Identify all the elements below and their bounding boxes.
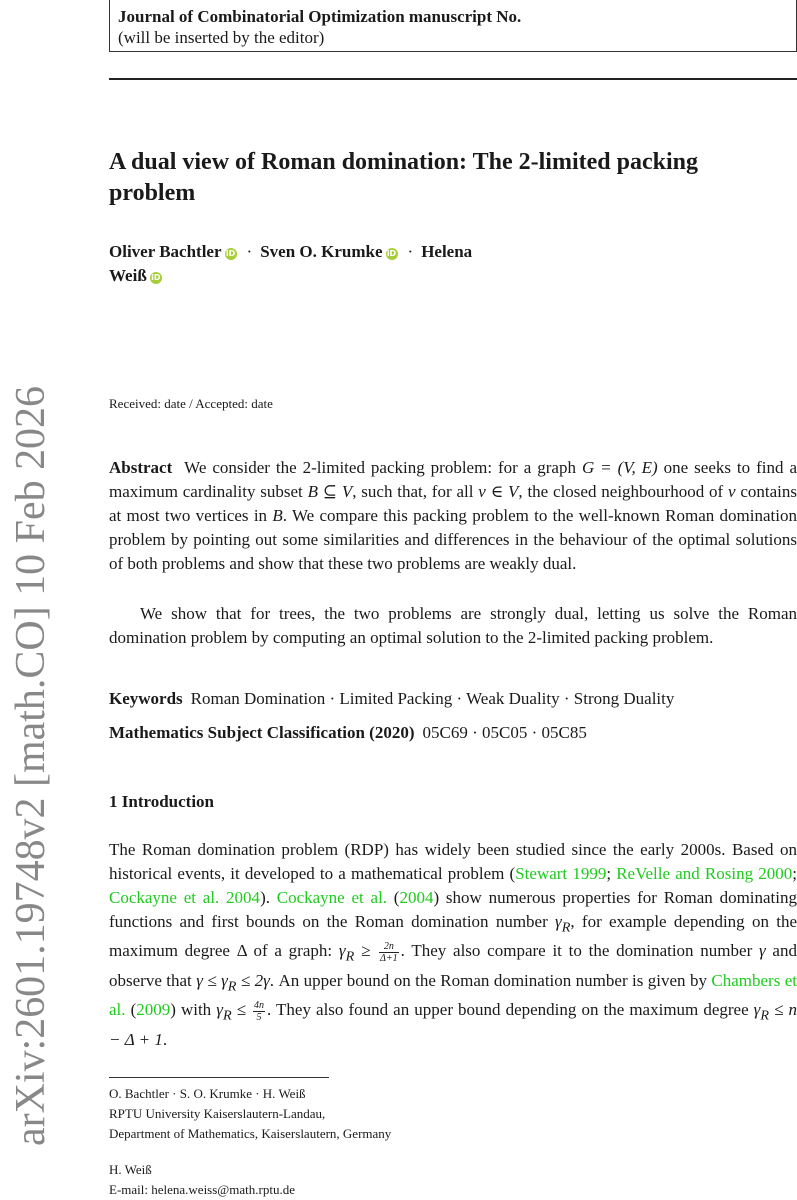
author-list (109, 240, 789, 288)
orcid-icon[interactable]: iD (225, 249, 236, 258)
keywords-text: Roman Domination · Limited Packing · Weak Duality · Strong Duality (190, 689, 675, 708)
abstract-text: , such that, for all (352, 482, 479, 501)
abstract-heading: Abstract (109, 458, 173, 477)
paper-title (109, 147, 789, 209)
author-bachtler: Oliver Bachtler (109, 242, 222, 261)
author-weiss-last: Weiß (109, 266, 147, 285)
arxiv-stamp (0, 380, 60, 1150)
journal-note: (will be inserted by the editor) (118, 28, 325, 47)
math-inline: G = (V, E) (581, 458, 658, 477)
journal-name: Journal of Combinatorial Optimization manuscript No. (118, 7, 522, 26)
orcid-icon[interactable]: iD (386, 249, 397, 258)
citation-link[interactable]: 2004 (399, 888, 434, 907)
affiliation-authors: O. Bachtler · S. O. Krumke · H. Weiß (109, 1086, 306, 1101)
math-inline: $\gamma_R$ (555, 912, 571, 936)
introduction-paragraph (109, 838, 797, 1052)
affiliation-block (109, 1084, 391, 1144)
citation-link[interactable]: Cockayne et al. 2004 (109, 888, 261, 907)
msc-text: 05C69 · 05C05 · 05C85 (422, 723, 587, 742)
math-fraction: $\frac{4n}{5}$ (254, 999, 265, 1023)
math-inline: B ⊆ V (307, 482, 353, 501)
body-text: ) with (170, 1000, 217, 1020)
section-heading-introduction: 1 Introduction (109, 792, 215, 811)
abstract-text: We consider the 2-limited packing problem: for a graph (184, 458, 582, 477)
body-text: , for example depending on the maximum degree Δ of a graph: (109, 912, 797, 961)
citation-link[interactable]: Stewart 1999 (515, 864, 607, 883)
math-inline: $\gamma_R \le n - \Delta + 1$ (109, 1000, 797, 1049)
received-line: Received: date / Accepted: date (109, 396, 273, 411)
abstract-text: contains at most two vertices in (109, 482, 797, 525)
body-text: ( (125, 1000, 137, 1020)
math-inline: v (728, 482, 736, 501)
body-text: ) show numerous properties for Roman dominating functions and first bounds on the Roman domination number (109, 888, 797, 931)
citation-link[interactable]: Cockayne et al. (276, 888, 388, 907)
math-inline: v ∈ V (478, 482, 519, 501)
keywords-heading: Keywords (109, 689, 183, 708)
math-inline: B (272, 506, 283, 525)
body-text: . An upper bound on the Roman domination number is given by (269, 970, 712, 990)
body-text: ( (387, 888, 400, 907)
title-line-2: problem (109, 180, 196, 206)
citation-link[interactable]: Chambers et al. (109, 970, 797, 1020)
body-text: . (162, 1029, 168, 1049)
body-text: . They also compare it to the domination number (400, 941, 759, 961)
contact-email[interactable]: E-mail: helena.weiss@math.rptu.de (109, 1182, 295, 1197)
math-inline: $\gamma_R$ ≤ (216, 1000, 252, 1024)
body-text: ). (260, 888, 277, 907)
author-separator: · (246, 242, 253, 261)
author-krumke: Sven O. Krumke (260, 242, 383, 261)
footnote-rule (109, 1077, 329, 1078)
body-text: and observe that (109, 941, 797, 990)
msc-heading: Mathematics Subject Classification (2020) (109, 723, 415, 742)
math-inline: γ (758, 941, 766, 961)
contact-name: H. Weiß (109, 1162, 152, 1177)
citation-link[interactable]: 2009 (136, 1000, 171, 1020)
arxiv-stamp-text: arXiv:2601.19748v2 [math.CO] 10 Feb 2026 (8, 385, 54, 1146)
title-line-1: A dual view of Roman domination: The 2-limited packing (109, 149, 698, 175)
orcid-icon[interactable]: iD (151, 273, 161, 282)
author-separator: · (407, 242, 414, 261)
math-fraction: $\frac{2n}{\Delta+1}$ (380, 940, 398, 964)
abstract-text: one seeks to find a maximum cardinality subset (109, 458, 797, 501)
contact-block (109, 1160, 295, 1200)
math-inline: $\gamma_R$ ≥ (338, 941, 378, 965)
abstract-text: . We compare this packing problem to the well-known Roman domination problem by pointing out some similarities and differences in the behaviour of the optimal solutions of both problems and show that these two problems are weakly dual. (109, 506, 797, 573)
abstract-paragraph-1 (109, 456, 797, 576)
header-rule (109, 78, 797, 80)
keywords-line (109, 687, 797, 711)
body-text: . They also found an upper bound depending on the maximum degree (267, 1000, 754, 1020)
arxiv-stamp-svg (0, 380, 60, 1150)
msc-line (109, 721, 797, 745)
abstract-text: , the closed neighbourhood of (518, 482, 728, 501)
body-text: ; (606, 864, 617, 883)
journal-header-box (109, 0, 797, 52)
affiliation-department: Department of Mathematics, Kaiserslautern, Germany (109, 1126, 392, 1141)
body-text: The Roman domination problem (RDP) has widely been studied since the early 2000s. Based on historical events, it developed to a mathematical problem ( (109, 840, 797, 883)
citation-link[interactable]: ReVelle and Rosing 2000 (616, 864, 793, 883)
affiliation-university: RPTU University Kaiserslautern-Landau, (109, 1106, 326, 1121)
math-inline: $\gamma \le \gamma_R \le 2\gamma$ (196, 970, 270, 995)
body-text: ; (792, 864, 797, 883)
author-weiss-first: Helena (421, 242, 473, 261)
abstract-paragraph-2: We show that for trees, the two problems are strongly dual, letting us solve the Roman domination problem by computing an optimal solution to the 2-limited packing problem. (109, 604, 797, 647)
